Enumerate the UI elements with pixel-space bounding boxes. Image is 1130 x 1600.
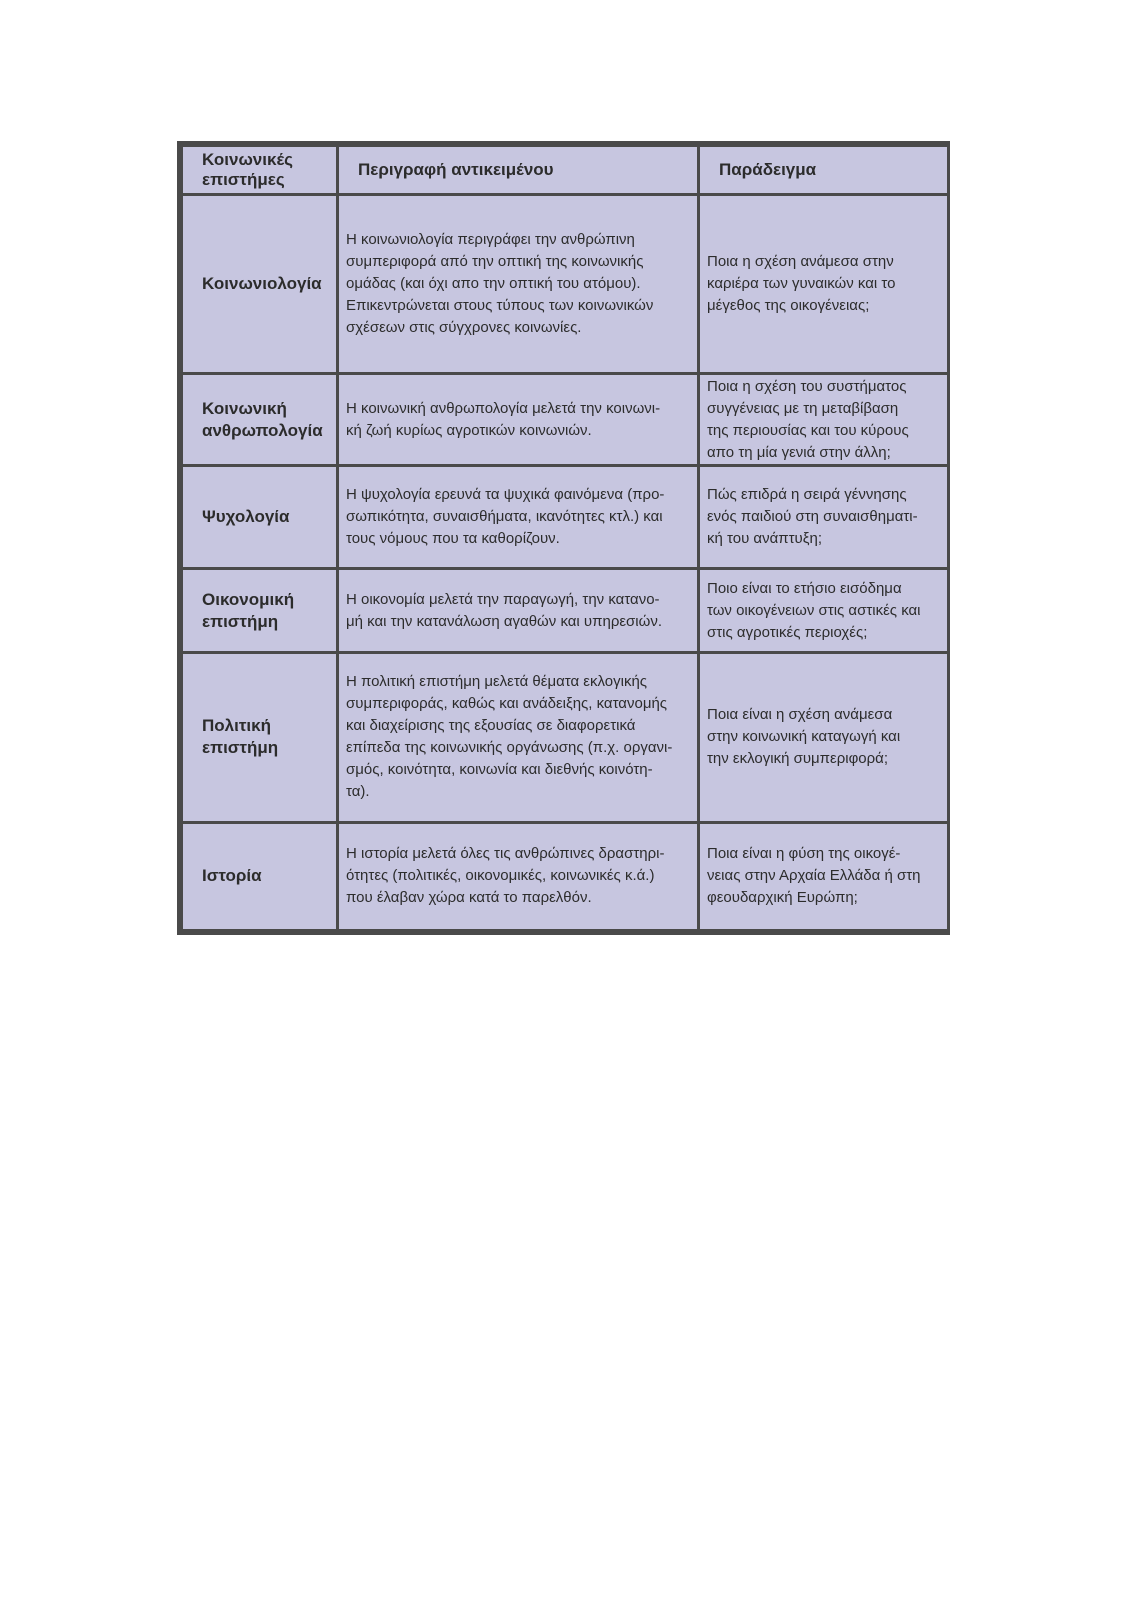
- science-name: Πολιτική επιστήμη: [183, 654, 336, 821]
- table-row: [183, 654, 947, 821]
- table-header-row: [183, 147, 947, 193]
- science-example: Πώς επιδρά η σειρά γέννησης ενός παιδιού στη συναισθηματι- κή του ανάπτυξη;: [700, 467, 947, 567]
- science-example: Ποιο είναι το ετήσιο εισόδημα των οικογένειων στις αστικές και στις αγροτικές περιοχές;: [700, 570, 947, 651]
- header-description: Περιγραφή αντικειμένου: [339, 147, 697, 193]
- science-description: Η ιστορία μελετά όλες τις ανθρώπινες δραστηρι- ότητες (πολιτικές, οικονομικές, κοινωνικές κ.ά.) που έλαβαν χώρα κατά το παρελθόν.: [339, 824, 697, 929]
- table-row: [183, 570, 947, 651]
- science-example: Ποια είναι η σχέση ανάμεσα στην κοινωνική καταγωγή και την εκλογική συμπεριφορά;: [700, 654, 947, 821]
- science-name: Οικονομική επιστήμη: [183, 570, 336, 651]
- table-row: [183, 824, 947, 929]
- science-example: Ποια η σχέση του συστήματος συγγένειας με τη μεταβίβαση της περιουσίας και του κύρους απο τη μία γενιά στην άλλη;: [700, 375, 947, 464]
- science-description: Η πολιτική επιστήμη μελετά θέματα εκλογικής συμπεριφοράς, καθώς και ανάδειξης, κατανομής και διαχείρισης της εξουσίας σε διαφορετικά επίπεδα της κοινωνικής οργάνωσης (π.χ. οργανι- σμός, κοινότητα, κοινωνία και διεθνής κοινότη- τα).: [339, 654, 697, 821]
- table-row: [183, 467, 947, 567]
- header-social-sciences: Κοινωνικές επιστήμες: [183, 147, 336, 193]
- social-sciences-table: [180, 144, 950, 932]
- science-name: Κοινωνιολογία: [183, 196, 336, 372]
- table-row: [183, 375, 947, 464]
- science-description: Η ψυχολογία ερευνά τα ψυχικά φαινόμενα (προ- σωπικότητα, συναισθήματα, ικανότητες κτλ.) και τους νόμους που τα καθορίζουν.: [339, 467, 697, 567]
- table-row: [183, 196, 947, 372]
- social-sciences-table-frame: [177, 141, 950, 935]
- science-name: Ιστορία: [183, 824, 336, 929]
- science-name: Ψυχολογία: [183, 467, 336, 567]
- science-description: Η κοινωνική ανθρωπολογία μελετά την κοινωνι- κή ζωή κυρίως αγροτικών κοινωνιών.: [339, 375, 697, 464]
- science-example: Ποια η σχέση ανάμεσα στην καριέρα των γυναικών και το μέγεθος της οικογένειας;: [700, 196, 947, 372]
- science-description: Η κοινωνιολογία περιγράφει την ανθρώπινη συμπεριφορά από την οπτική της κοινωνικής ομάδας (και όχι απο την οπτική του ατόμου). Επικεντρώνεται στους τύπους των κοινωνικών σχέσεων στις σύγχρονες κοινωνίες.: [339, 196, 697, 372]
- science-example: Ποια είναι η φύση της οικογέ- νειας στην Αρχαία Ελλάδα ή στη φεουδαρχική Ευρώπη;: [700, 824, 947, 929]
- header-example: Παράδειγμα: [700, 147, 947, 193]
- science-name: Κοινωνική ανθρωπολογία: [183, 375, 336, 464]
- science-description: Η οικονομία μελετά την παραγωγή, την κατανο- μή και την κατανάλωση αγαθών και υπηρεσιών.: [339, 570, 697, 651]
